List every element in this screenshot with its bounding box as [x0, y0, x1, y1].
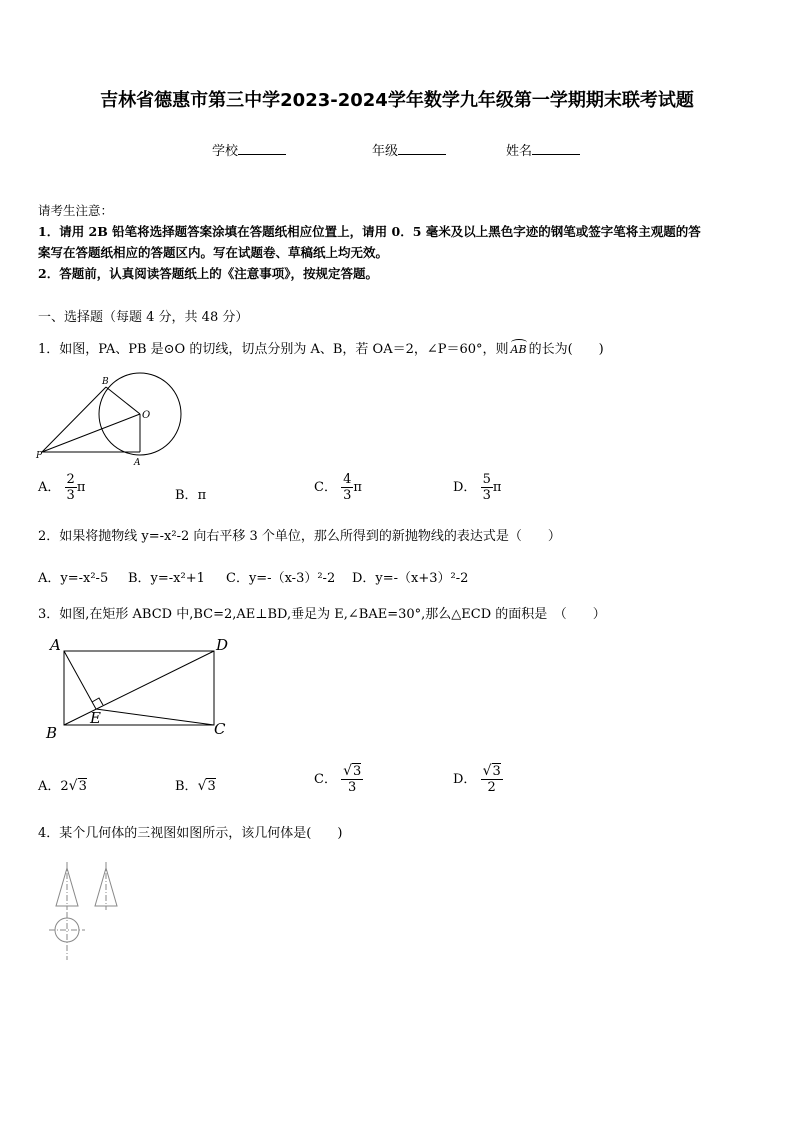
q3-option-a[interactable]	[38, 775, 87, 794]
radical-icon: √	[197, 778, 207, 794]
question-2-stem: 2．如果将抛物线 y=-x²-2 向右平移 3 个单位，那么所得到的新抛物线的表达式是（ ）	[38, 529, 561, 544]
notice-heading: 请考生注意：	[38, 203, 114, 218]
name-field[interactable]	[506, 140, 580, 159]
q1-option-d[interactable]	[453, 472, 501, 503]
tangent-pb	[42, 387, 106, 452]
label-a: A	[134, 458, 141, 468]
option-letter: C．	[314, 772, 337, 787]
label-p: P	[36, 451, 43, 461]
option-letter: C．	[314, 480, 337, 495]
school-field[interactable]	[212, 140, 286, 159]
label-a: A	[50, 636, 61, 654]
notice-line-1a: 1．请用 2B 铅笔将选择题答案涂填在答题纸相应位置上，请用 0．5 毫米及以上黑色字迹的钢笔或签字笔将主观题的答	[38, 224, 701, 239]
q2-option-c[interactable]: C．y=-（x-3）²-2	[226, 571, 336, 586]
grade-blank[interactable]	[398, 142, 446, 155]
radicand: 3	[207, 779, 216, 794]
option-letter: A．	[38, 779, 61, 794]
question-4-stem: 4．某个几何体的三视图如图所示，该几何体是( )	[38, 826, 343, 841]
notice-line-2: 2．答题前，认真阅读答题纸上的《注意事项》，按规定答题。	[38, 266, 378, 281]
label-b: B	[102, 377, 109, 387]
option-text: π	[197, 488, 207, 503]
name-blank[interactable]	[532, 142, 580, 155]
diagonal-bd	[64, 651, 214, 725]
radius-ob	[106, 387, 140, 414]
option-letter: D．	[453, 480, 477, 495]
q1-option-a[interactable]	[38, 472, 85, 503]
option-letter: D．	[453, 772, 477, 787]
coefficient: 2	[60, 779, 69, 794]
q4-three-views-figure	[46, 860, 126, 964]
pi-symbol: π	[76, 480, 86, 495]
numerator	[341, 764, 363, 780]
q2-option-b[interactable]: B．y=-x²+1	[128, 571, 205, 586]
denominator: 2	[487, 780, 496, 795]
q2-option-d[interactable]: D．y=-（x+3）²-2	[352, 571, 469, 586]
radicand: 3	[78, 779, 87, 794]
denominator: 3	[66, 488, 75, 503]
grade-label: 年级	[372, 144, 399, 159]
q1-figure	[34, 370, 190, 468]
q3-option-b[interactable]	[175, 775, 216, 794]
q2-option-a[interactable]: A．y=-x²-5	[38, 571, 109, 586]
fraction	[341, 764, 363, 795]
segment-ec	[96, 709, 214, 725]
radicand: 3	[353, 764, 362, 779]
label-e: E	[90, 709, 101, 727]
page-title: 吉林省德惠市第三中学2023-2024学年数学九年级第一学期期末联考试题	[100, 90, 694, 111]
section-heading: 一、选择题（每题 4 分，共 48 分）	[38, 310, 249, 325]
q1-option-b[interactable]	[175, 484, 206, 503]
label-o: O	[142, 410, 151, 421]
numerator: 5	[482, 472, 491, 487]
pi-symbol: π	[492, 480, 502, 495]
label-d: D	[216, 636, 229, 654]
fraction	[481, 764, 503, 795]
q3-figure	[44, 634, 234, 744]
radical-icon: √	[482, 763, 492, 779]
numerator: 4	[343, 472, 352, 487]
option-letter: B．	[175, 779, 198, 794]
radicand: 3	[492, 764, 501, 779]
segment-ae	[64, 651, 96, 709]
q1-stem-a: 1．如图，PA、PB 是⊙O 的切线，切点分别为 A、B，若 OA＝2，∠P＝60°，则	[38, 342, 509, 357]
question-1-stem	[38, 338, 604, 357]
fraction	[481, 472, 493, 503]
fraction	[341, 472, 353, 503]
denominator: 3	[348, 780, 357, 795]
fraction	[65, 472, 77, 503]
school-blank[interactable]	[238, 142, 286, 155]
radical-icon: √	[343, 763, 353, 779]
pi-symbol: π	[353, 480, 362, 495]
q1-stem-b: 的长为( )	[528, 342, 604, 357]
q1-arc	[511, 343, 527, 356]
radical-icon: √	[68, 778, 78, 794]
q1-arc-label: AB	[510, 343, 527, 356]
q3-option-d[interactable]	[453, 764, 503, 795]
school-label: 学校	[212, 144, 239, 159]
grade-field[interactable]	[372, 140, 446, 159]
line-po	[42, 414, 140, 452]
label-c: C	[214, 720, 226, 738]
option-letter: A．	[38, 480, 61, 495]
question-3-stem: 3．如图,在矩形 ABCD 中,BC=2,AE⊥BD,垂足为 E,∠BAE=30°,那么△ECD 的面积是 （ ）	[38, 607, 606, 622]
notice-line-1b: 案写在答题纸相应的答题区内。写在试题卷、草稿纸上均无效。	[38, 245, 389, 260]
numerator	[481, 764, 503, 780]
q1-arc-mark	[511, 339, 527, 346]
denominator: 3	[482, 488, 491, 503]
numerator: 2	[66, 472, 75, 487]
q1-option-c[interactable]	[314, 472, 362, 503]
denominator: 3	[343, 488, 352, 503]
label-b: B	[46, 724, 58, 742]
q3-option-c[interactable]	[314, 764, 363, 795]
option-letter: B．	[175, 488, 198, 503]
name-label: 姓名	[506, 144, 533, 159]
